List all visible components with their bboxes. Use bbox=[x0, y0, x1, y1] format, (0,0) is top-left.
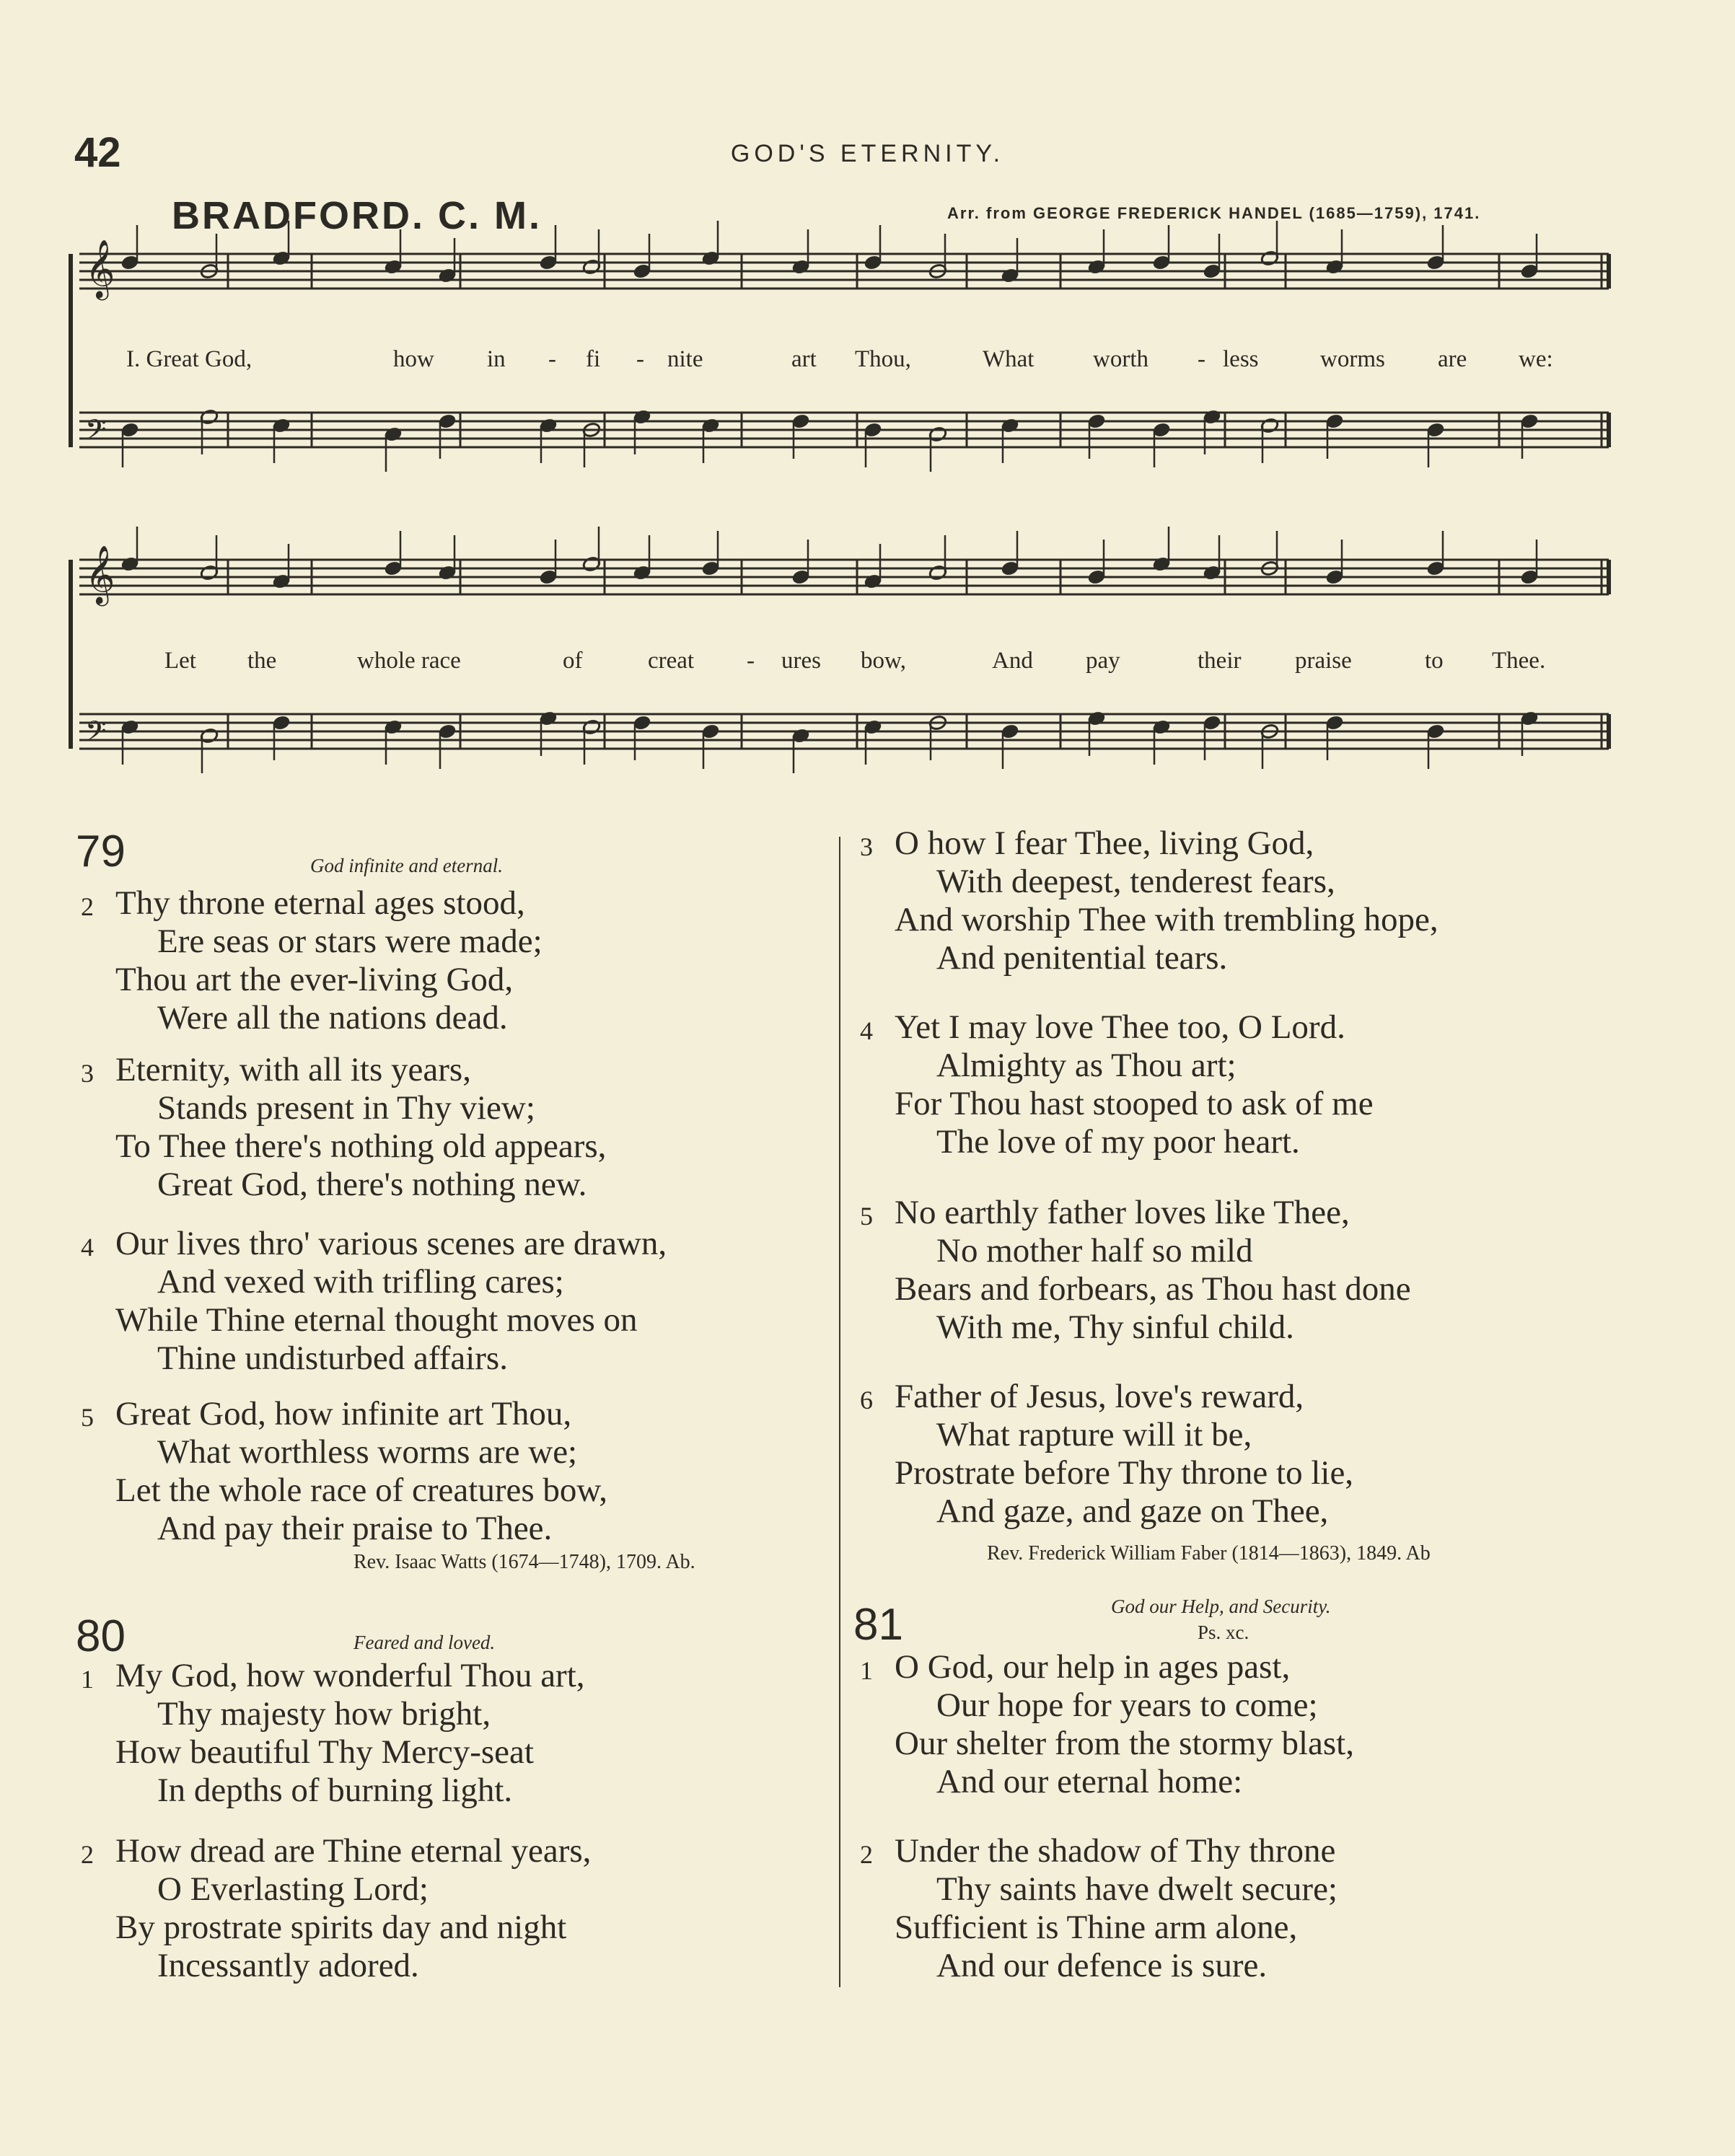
verse-line: The love of my poor heart. bbox=[936, 1123, 1300, 1161]
verse-line: Thou art the ever-living God, bbox=[115, 961, 514, 998]
verse-line: And pay their praise to Thee. bbox=[157, 1510, 553, 1547]
verse-line: Thine undisturbed affairs. bbox=[157, 1339, 508, 1377]
verse-line: Under the shadow of Thy throne bbox=[895, 1832, 1336, 1870]
verse-line: Stands present in Thy view; bbox=[157, 1089, 535, 1127]
stanza-number: 1 bbox=[860, 1656, 873, 1685]
lyric-syllable: Thou, bbox=[855, 346, 911, 372]
lyric-syllable: how bbox=[393, 346, 434, 372]
verse-line: In depths of burning light. bbox=[157, 1772, 513, 1809]
stanza bbox=[895, 1194, 1411, 1347]
lyric-syllable: - bbox=[747, 648, 755, 674]
stanza bbox=[895, 1832, 1338, 1985]
verse-line: No mother half so mild bbox=[936, 1232, 1253, 1270]
tune-name: BRADFORD. C. M. bbox=[172, 194, 542, 237]
stanza bbox=[895, 1648, 1354, 1801]
verse-line: Thy majesty how bright, bbox=[157, 1695, 491, 1733]
stanza-number: 2 bbox=[81, 892, 94, 921]
verse-line: Ere seas or stars were made; bbox=[157, 923, 543, 960]
page-number: 42 bbox=[74, 129, 121, 176]
verse-line: Father of Jesus, love's reward, bbox=[895, 1378, 1304, 1415]
lyric-syllable: to bbox=[1425, 648, 1444, 674]
lyric-syllable: And bbox=[992, 648, 1033, 674]
verse-line: And our defence is sure. bbox=[936, 1947, 1268, 1984]
verse-line: Our shelter from the stormy blast, bbox=[895, 1725, 1354, 1762]
verse-line: And vexed with trifling cares; bbox=[157, 1263, 564, 1301]
verse-line: O how I fear Thee, living God, bbox=[895, 824, 1314, 862]
verse-line: Our hope for years to come; bbox=[936, 1686, 1318, 1724]
lyric-syllable: worth bbox=[1093, 346, 1148, 372]
verse-line: Great God, there's nothing new. bbox=[157, 1166, 587, 1203]
verse-line: Great God, how infinite art Thou, bbox=[115, 1395, 572, 1433]
verse-line: No earthly father loves like Thee, bbox=[895, 1194, 1350, 1231]
lyric-syllable: their bbox=[1198, 648, 1242, 674]
stanza-number: 6 bbox=[860, 1386, 873, 1414]
verse-line: Eternity, with all its years, bbox=[115, 1051, 471, 1088]
verse-line: How beautiful Thy Mercy-seat bbox=[115, 1733, 534, 1771]
stanza-number: 2 bbox=[860, 1840, 873, 1869]
lyric-syllable: the bbox=[247, 648, 277, 674]
running-title: GOD'S ETERNITY. bbox=[730, 140, 1005, 167]
lyric-syllable: nite bbox=[667, 346, 703, 372]
hymn-79-attribution: Rev. Isaac Watts (1674—1748), 1709. Ab. bbox=[353, 1551, 695, 1573]
treble-clef: 𝄞 bbox=[85, 239, 115, 298]
lyric-syllable: I. Great God, bbox=[126, 346, 252, 372]
verse-line: Thy saints have dwelt secure; bbox=[936, 1870, 1338, 1908]
verse-line: Yet I may love Thee too, O Lord. bbox=[895, 1008, 1345, 1046]
lyric-syllable: pay bbox=[1086, 648, 1120, 674]
verse-line: Incessantly adored. bbox=[157, 1947, 419, 1984]
verse-line: And our eternal home: bbox=[936, 1763, 1243, 1800]
lyric-syllable: - bbox=[548, 346, 556, 372]
bass-clef: 𝄢 bbox=[85, 413, 107, 452]
verse-line: And worship Thee with trembling hope, bbox=[895, 901, 1438, 938]
hymn-81-subtitle: God our Help, and Security. bbox=[1111, 1596, 1331, 1617]
hymn-80-attribution: Rev. Frederick William Faber (1814—1863), 1849. Ab bbox=[987, 1542, 1431, 1565]
verse-line: Prostrate before Thy throne to lie, bbox=[895, 1454, 1354, 1492]
stanza bbox=[115, 884, 543, 1037]
stanza-number: 5 bbox=[860, 1202, 873, 1231]
verse-line: Thy throne eternal ages stood, bbox=[115, 884, 525, 922]
lyric-syllable: fi bbox=[586, 346, 601, 372]
hymn-80-subtitle: Feared and loved. bbox=[353, 1632, 496, 1653]
verse-line: Bears and forbears, as Thou hast done bbox=[895, 1270, 1411, 1308]
lyric-syllable: worms bbox=[1320, 346, 1385, 372]
lyric-syllable: bow, bbox=[861, 648, 906, 674]
composer-credit: Arr. from GEORGE FREDERICK HANDEL (1685—1759), 1741. bbox=[947, 204, 1481, 222]
lyric-syllable: - bbox=[636, 346, 644, 372]
lyric-syllable: in bbox=[487, 346, 506, 372]
hymn-number-79: 79 bbox=[76, 827, 126, 876]
stanza bbox=[115, 1832, 591, 1985]
hymn-number-81: 81 bbox=[853, 1600, 903, 1650]
verse-line: For Thou hast stooped to ask of me bbox=[895, 1085, 1374, 1122]
stanza-number: 2 bbox=[81, 1840, 94, 1869]
stanza-number: 4 bbox=[860, 1016, 873, 1045]
lyric-syllable: of bbox=[563, 648, 583, 674]
lyric-syllable: are bbox=[1438, 346, 1467, 372]
verse-line: With deepest, tenderest fears, bbox=[936, 863, 1335, 900]
bass-clef: 𝄢 bbox=[85, 715, 107, 754]
hymn-number-80: 80 bbox=[76, 1611, 126, 1661]
verse-line: By prostrate spirits day and night bbox=[115, 1909, 567, 1946]
stanza bbox=[115, 1225, 667, 1378]
stanza-number: 3 bbox=[81, 1059, 94, 1088]
stanza bbox=[895, 1008, 1374, 1161]
verse-line: What rapture will it be, bbox=[936, 1416, 1252, 1453]
lyric-syllable: art bbox=[791, 346, 817, 372]
column-divider bbox=[839, 837, 840, 1987]
treble-clef: 𝄞 bbox=[85, 545, 115, 604]
hymn-81-psalm-ref: Ps. xc. bbox=[1198, 1622, 1249, 1643]
music-score bbox=[0, 0, 1735, 801]
lyric-syllable: ures bbox=[781, 648, 821, 674]
verse-line: What worthless worms are we; bbox=[157, 1433, 578, 1471]
verse-line: And gaze, and gaze on Thee, bbox=[936, 1492, 1329, 1530]
verse-line: And penitential tears. bbox=[936, 939, 1228, 977]
verse-line: How dread are Thine eternal years, bbox=[115, 1832, 592, 1870]
verse-line: My God, how wonderful Thou art, bbox=[115, 1657, 585, 1694]
verse-line: O Everlasting Lord; bbox=[157, 1870, 429, 1908]
stanza-number: 3 bbox=[860, 832, 873, 861]
stanza-number: 1 bbox=[81, 1665, 94, 1694]
lyric-syllable: praise bbox=[1295, 648, 1352, 674]
verse-line: To Thee there's nothing old appears, bbox=[115, 1127, 607, 1165]
verse-line: Were all the nations dead. bbox=[157, 999, 508, 1037]
lyric-syllable: Let bbox=[164, 648, 196, 674]
lyric-syllable: - bbox=[1198, 346, 1205, 372]
verse-line: O God, our help in ages past, bbox=[895, 1648, 1291, 1686]
stanza bbox=[115, 1657, 585, 1810]
stanza bbox=[895, 824, 1438, 977]
verse-line: Let the whole race of creatures bow, bbox=[115, 1471, 608, 1509]
stanza bbox=[115, 1051, 606, 1204]
verse-line: Almighty as Thou art; bbox=[936, 1047, 1237, 1084]
verse-line: Sufficient is Thine arm alone, bbox=[895, 1909, 1298, 1946]
lyric-syllable: creat bbox=[648, 648, 695, 674]
verse-line: While Thine eternal thought moves on bbox=[115, 1301, 638, 1339]
lyric-syllable: less bbox=[1223, 346, 1259, 372]
stanza bbox=[115, 1395, 607, 1548]
stanza-number: 5 bbox=[81, 1403, 94, 1432]
verse-line: Our lives thro' various scenes are drawn, bbox=[115, 1225, 667, 1262]
lyric-syllable: we: bbox=[1519, 346, 1553, 372]
lyric-syllable: What bbox=[983, 346, 1035, 372]
lyric-syllable: whole race bbox=[357, 648, 461, 674]
lyric-syllable: Thee. bbox=[1492, 648, 1546, 674]
stanza-number: 4 bbox=[81, 1233, 94, 1262]
verse-line: With me, Thy sinful child. bbox=[936, 1308, 1294, 1346]
stanza bbox=[895, 1378, 1353, 1531]
hymn-79-subtitle: God infinite and eternal. bbox=[310, 855, 503, 876]
